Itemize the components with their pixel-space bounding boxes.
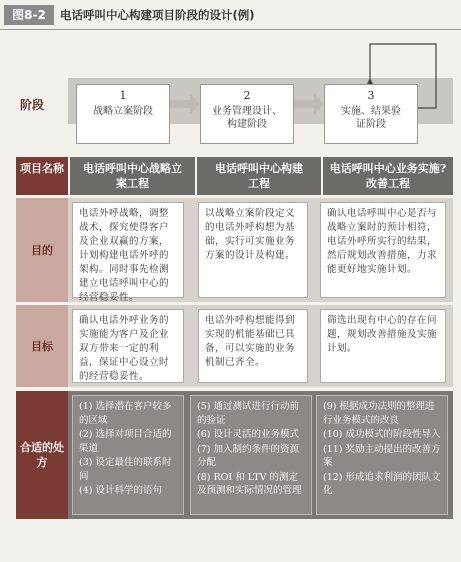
prescription-item: (8) ROI 和 LTV 的测定及预测和实际情况的管理 xyxy=(197,471,302,496)
goal-cell-3: 筛选出现有中心的存在问题，规划改善措施及实施计划。 xyxy=(320,309,446,383)
prescription-item: (11) 奖励主动提出的改善方案 xyxy=(323,443,441,468)
prescription-cell-1 xyxy=(72,395,184,515)
stage-row-label: 阶段 xyxy=(20,98,45,112)
prescription-item: (2) 选择对项目合适的渠道 xyxy=(79,429,172,454)
goal-cell-2: 电话外呼构想能得到实现的机能基础已具备，可以实施的业务机制已齐全。 xyxy=(198,309,308,383)
purpose-cell-3: 确认电话呼叫中心是否与战略立案时的预计相符，电话外呼所实行的结果，然后规划改善措施，力求能更好地实施计划。 xyxy=(320,202,446,298)
column-header-3: 电话呼叫中心业务实施?改善工程 xyxy=(323,157,453,195)
row-label-purpose: 目的 xyxy=(16,198,68,302)
stage-number: 2 xyxy=(243,89,251,102)
prescription-cell-2 xyxy=(190,395,312,515)
prescription-cell-3 xyxy=(316,395,448,515)
prescription-item: (4) 设计科学的语句 xyxy=(79,485,162,496)
prescription-item: (12) 形成追求利润的团队文化 xyxy=(323,471,441,496)
prescription-item: (10) 成功模式的阶段性导入 xyxy=(323,429,441,440)
column-header-row xyxy=(16,157,453,195)
stage-arrows xyxy=(0,0,461,150)
stage-number: 3 xyxy=(367,89,375,102)
column-header-1: 电话呼叫中心战略立案工程 xyxy=(70,157,195,195)
figure-title: 电话呼叫中心构建项目阶段的设计(例) xyxy=(60,8,255,22)
goal-cell-1: 确认电话外呼业务的实施能为客户及企业双方带来一定的利益，保证中心设立时的经营稳妥性。 xyxy=(72,309,184,383)
project-name-label: 项目名称 xyxy=(16,157,68,195)
prescription-item: (5) 通过测试进行行动前的验证 xyxy=(197,401,299,426)
figure-tag: 图8-2 xyxy=(4,5,54,25)
prescription-item: (9) 根据成功法则的整理进行业务模式的改良 xyxy=(323,401,435,426)
stage-name: 战略立案阶段 xyxy=(93,106,153,117)
prescription-item: (3) 设定最佳的联系时间 xyxy=(79,457,172,482)
prescription-item: (7) 加入制约条件的资源分配 xyxy=(197,443,299,468)
row-label-prescription: 合适的处方 xyxy=(16,391,68,519)
purpose-cell-2: 以战略立案阶段定义的电话外呼构想为基础，实行可实施业务方案的设计及构建。 xyxy=(198,202,308,298)
prescription-item: (6) 设计灵活的业务模式 xyxy=(197,429,299,440)
row-label-goal: 目标 xyxy=(16,305,68,387)
prescription-item: (1) 选择潜在客户较多的区域 xyxy=(79,401,172,426)
stage-name: 业务管理设计、构建阶段 xyxy=(212,106,282,130)
purpose-cell-1: 电话外呼战略，调整战术，探究使得客户及企业双赢的方案，计划构建电话外呼的架构。同时事先检测建立电话呼叫中心的经营稳妥性。 xyxy=(72,202,184,298)
column-header-2: 电话呼叫中心构建工程 xyxy=(197,157,321,195)
stage-number: 1 xyxy=(119,89,127,102)
stage-name: 实施、结果验证阶段 xyxy=(341,106,401,130)
